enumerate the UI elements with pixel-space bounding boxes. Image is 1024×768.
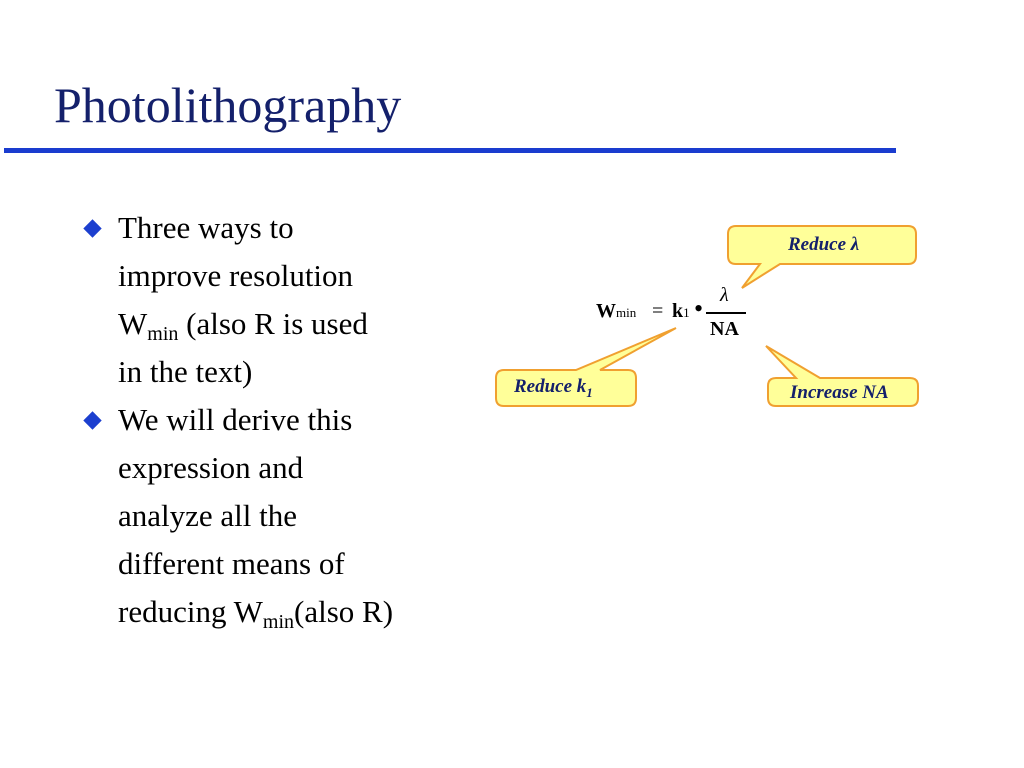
w-symbol: W [118,306,148,341]
increase-na-label: Increase NA [790,382,889,403]
bullet-line: analyze all the [118,498,298,533]
bullet-text: reducing W [118,594,263,629]
bullet-line: different means of [118,546,345,581]
bullet-item [80,204,480,396]
diamond-bullet-icon [83,219,101,237]
bullet-text: (also R) [294,594,394,629]
reduce-k1-label: Reduce $k_1$ [514,376,593,400]
bullet-text: (also R is used [178,306,368,341]
bullet-list [80,204,480,636]
slide-title: Photolithography [54,77,402,133]
min-subscript: min [262,611,295,633]
bullet-line: improve resolution [118,258,354,293]
equation-k1: k1 [672,300,690,322]
min-subscript: min [147,323,179,345]
bullet-line [118,588,480,636]
bullet-line [118,300,480,348]
bullet-item [80,396,480,636]
equation-numerator: λ [720,284,729,306]
bullet-line: We will derive this [118,402,353,437]
bullet-line: expression and [118,450,304,485]
diamond-bullet-icon [83,411,101,429]
title-underline [4,148,896,153]
bullet-line: in the text) [118,354,253,389]
equation-equals: = [652,300,664,322]
equation-lhs: Wmin [596,300,637,322]
resolution-diagram [480,210,940,430]
reduce-lambda-label: Reduce λ [788,234,860,255]
bullet-line: Three ways to [118,210,294,245]
equation-denominator: NA [710,318,739,340]
equation-dot: • [694,294,704,323]
